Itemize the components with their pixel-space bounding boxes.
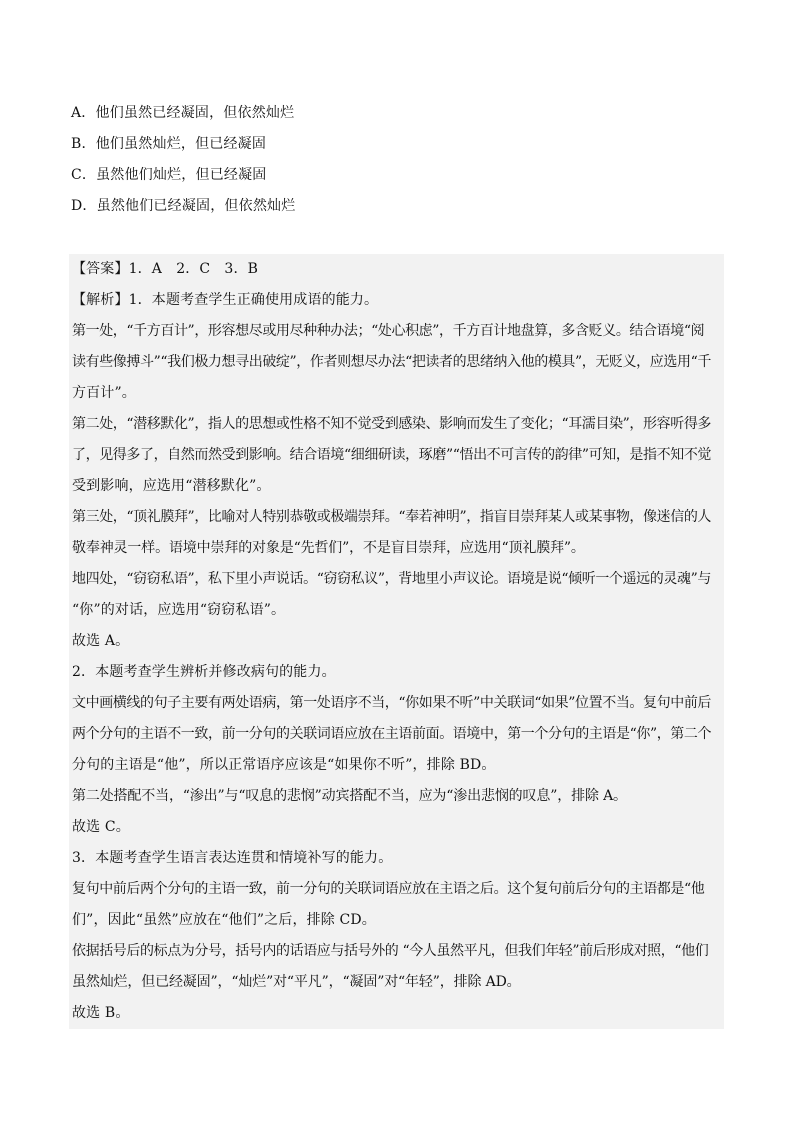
text-line: 两个分句的主语不一致，前一分句的关联词语应放在主语前面。语境中，第一个分句的主语是“你”，第二个 xyxy=(72,726,712,742)
text-line: 第一处，“千方百计”，形容想尽或用尽种种办法；“处心积虑”，千方百计地盘算，多含贬义。结合语境“阅 xyxy=(72,323,705,339)
text-line: “你”的对话，应选用“窃窃私语”。 xyxy=(72,602,286,618)
text-line: 受到影响，应选用“潜移默化”。 xyxy=(72,478,271,494)
text-line: 复句中前后两个分句的主语一致，前一分句的关联词语应放在主语之后。这个复句前后分句的主语都是“他 xyxy=(72,881,705,897)
text-line: 读有些像搏斗”“我们极力想寻出破绽”，作者则想尽办法“把读者的思绪纳入他的模具”，无贬义，应选用“千 xyxy=(72,354,711,370)
text-line: 们”，因此“虽然”应放在“他们”之后，排除 CD。 xyxy=(72,912,376,928)
text-line: 文中画横线的句子主要有两处语病，第一处语序不当，“你如果不听”中关联词“如果”位置不当。复句中前后 xyxy=(72,695,712,711)
text-line: 第三处，“顶礼膜拜”，比喻对人特别恭敬或极端崇拜。“奉若神明”，指盲目崇拜某人或某事物，像迷信的人 xyxy=(72,509,712,525)
text-line: 故选 B。 xyxy=(72,1005,130,1021)
option-c: C．虽然他们灿烂，但已经凝固 xyxy=(71,167,267,183)
text-line: 故选 C。 xyxy=(72,819,130,835)
choice-options xyxy=(71,100,731,224)
text-line: 了，见得多了，自然而然受到影响。结合语境“细细研读，琢磨”“悟出不可言传的韵律”可知，是指不知不觉 xyxy=(72,447,712,463)
text-line: 分句的主语是“他”，所以正常语序应该是“如果你不听”，排除 BD。 xyxy=(72,757,496,773)
text-line: 依据括号后的标点为分号，括号内的话语应与括号外的 “今人虽然平凡，但我们年轻”前后形成对照，“他们 xyxy=(72,943,709,959)
text-line: 故选 A。 xyxy=(72,633,130,649)
text-line: 3．本题考查学生语言表达连贯和情境补写的能力。 xyxy=(72,850,393,866)
answer-line: 【答案】1．A 2．C 3．B xyxy=(72,261,259,277)
text-line: 2．本题考查学生辨析并修改病句的能力。 xyxy=(72,664,336,680)
text-line: 第二处搭配不当，“渗出”与“叹息的悲悯”动宾搭配不当，应为“渗出悲悯的叹息”，排除 A。 xyxy=(72,788,627,804)
option-d: D．虽然他们已经凝固，但依然灿烂 xyxy=(71,198,296,214)
text-line: 敬奉神灵一样。语境中崇拜的对象是“先哲们”，不是盲目崇拜，应选用“顶礼膜拜”。 xyxy=(72,540,585,556)
option-b: B．他们虽然灿烂，但已经凝固 xyxy=(71,136,267,152)
text-line: 虽然灿烂，但已经凝固”，“灿烂”对“平凡”，“凝固”对“年轻”，排除 AD。 xyxy=(72,974,521,990)
answer-explanation-box xyxy=(69,254,724,1029)
text-line: 地四处，“窃窃私语”，私下里小声说话。“窃窃私议”，背地里小声议论。语境是说“倾听一个遥远的灵魂”与 xyxy=(72,571,711,587)
option-a: A．他们虽然已经凝固，但依然灿烂 xyxy=(71,105,295,121)
analysis-heading: 【解析】1．本题考查学生正确使用成语的能力。 xyxy=(72,292,379,308)
text-line: 方百计”。 xyxy=(72,385,136,401)
text-line: 第二处，“潜移默化”，指人的思想或性格不知不觉受到感染、影响而发生了变化；“耳濡目染”，形容听得多 xyxy=(72,416,712,432)
